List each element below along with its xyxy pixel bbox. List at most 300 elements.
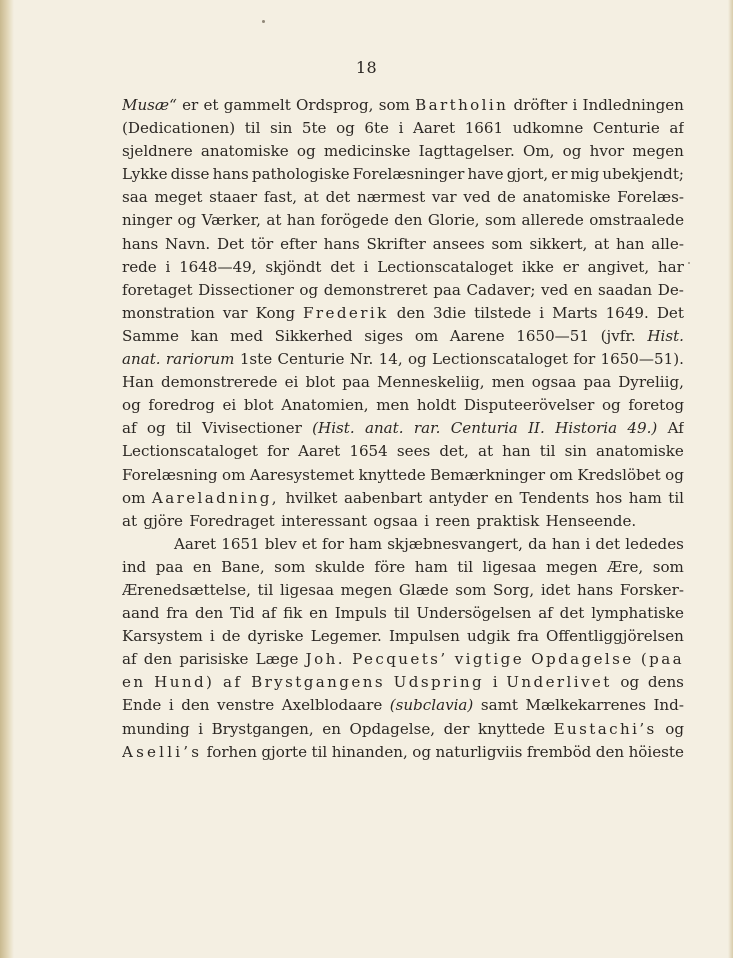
word: angivet, bbox=[587, 257, 650, 276]
word: den bbox=[595, 742, 625, 761]
word: Centurie bbox=[277, 350, 345, 369]
word: Ærenedsættelse, bbox=[122, 580, 251, 599]
word: 5te bbox=[301, 119, 327, 138]
text-line bbox=[122, 325, 684, 348]
word: til bbox=[393, 604, 410, 623]
word: Sorg, bbox=[493, 580, 535, 599]
text-line bbox=[122, 279, 684, 302]
word: i bbox=[168, 696, 174, 715]
word: sees bbox=[396, 442, 431, 461]
word: Axelblodaare bbox=[281, 696, 383, 715]
word: den bbox=[181, 696, 210, 715]
word: Aaresystemet bbox=[249, 465, 355, 484]
text-line bbox=[122, 487, 684, 510]
word: meget bbox=[154, 188, 203, 207]
word: megen bbox=[546, 557, 598, 576]
word: Historia bbox=[555, 419, 618, 438]
word: (paa bbox=[640, 650, 684, 669]
word: sin bbox=[564, 442, 587, 461]
word: Forelæsninger bbox=[352, 165, 465, 184]
word: blev bbox=[264, 534, 297, 553]
word: Nr. bbox=[349, 350, 374, 369]
word: ligesaa bbox=[279, 580, 334, 599]
word: forhen bbox=[206, 742, 257, 761]
word: (subclavia) bbox=[389, 696, 474, 715]
word: de bbox=[221, 627, 241, 646]
word: megen bbox=[632, 142, 684, 161]
word: venstre bbox=[217, 696, 275, 715]
word: nærmest bbox=[356, 188, 426, 207]
word: vigtige bbox=[454, 650, 525, 669]
text-line bbox=[122, 394, 684, 417]
word: i bbox=[209, 627, 215, 646]
word: Navn. bbox=[164, 234, 211, 253]
word: og bbox=[336, 119, 355, 138]
word: lymphatiske bbox=[591, 604, 684, 623]
word: 1650—51 bbox=[516, 326, 589, 345]
word: af bbox=[538, 604, 553, 623]
word: dröfter bbox=[513, 96, 568, 114]
word: foretaget bbox=[122, 280, 193, 299]
text-line bbox=[122, 117, 684, 140]
word: mig bbox=[570, 165, 600, 184]
word: i bbox=[572, 96, 578, 114]
text-line bbox=[122, 440, 684, 463]
word: hans bbox=[122, 234, 159, 253]
word: hvilket bbox=[285, 488, 338, 507]
word: Sikkerhed bbox=[274, 326, 353, 345]
word: den bbox=[396, 303, 426, 322]
word: gjorte bbox=[261, 742, 308, 761]
word: Foredraget bbox=[189, 511, 275, 530]
word: den bbox=[143, 650, 173, 669]
word: blot bbox=[243, 396, 274, 415]
word: Tendents bbox=[519, 488, 590, 507]
word: 1649. bbox=[605, 303, 649, 322]
word: Glorie, bbox=[427, 211, 480, 230]
text-line bbox=[122, 625, 684, 648]
word: som bbox=[484, 211, 517, 230]
word: siges bbox=[364, 326, 404, 345]
word: ansees bbox=[432, 234, 485, 253]
word: Vivisectioner bbox=[202, 419, 302, 438]
word: hans bbox=[576, 580, 614, 599]
word: han bbox=[616, 234, 645, 253]
word: Henseende. bbox=[545, 511, 637, 530]
word: et bbox=[203, 96, 219, 114]
word: idet bbox=[540, 580, 571, 599]
word: i bbox=[539, 303, 545, 322]
word: knyttede bbox=[358, 465, 426, 484]
word: og bbox=[620, 673, 640, 692]
word: i bbox=[585, 534, 591, 553]
text-line bbox=[122, 694, 684, 717]
word: at bbox=[477, 442, 494, 461]
word: gjöre bbox=[143, 511, 183, 530]
text-line bbox=[122, 186, 684, 209]
word: efter bbox=[280, 234, 317, 253]
word: Lectionscataloget bbox=[122, 442, 258, 461]
word: Eustachi’s bbox=[553, 719, 657, 738]
text-line bbox=[122, 256, 684, 279]
text-line bbox=[122, 302, 684, 325]
word: udkomne bbox=[512, 119, 584, 138]
word: Lykke bbox=[122, 165, 168, 184]
word: hos bbox=[595, 488, 623, 507]
text-line bbox=[122, 417, 684, 440]
word: 1661 bbox=[464, 119, 504, 138]
word: interessant bbox=[281, 511, 368, 530]
word: som bbox=[274, 557, 306, 576]
word: 3die bbox=[433, 303, 467, 322]
word: reen bbox=[435, 511, 471, 530]
text-line bbox=[122, 464, 684, 487]
word: Brystgangens bbox=[251, 673, 385, 692]
word: monstration bbox=[122, 303, 215, 322]
text-line bbox=[122, 348, 684, 371]
word: i bbox=[363, 257, 369, 276]
word: aabenbart bbox=[344, 488, 423, 507]
word: fik bbox=[283, 604, 303, 623]
word: De- bbox=[657, 280, 684, 299]
word: anat. bbox=[364, 419, 404, 438]
word: som bbox=[378, 96, 410, 114]
word: at bbox=[266, 211, 282, 230]
text-line bbox=[122, 648, 684, 671]
word: Bemærkninger bbox=[430, 465, 546, 484]
word: men bbox=[491, 373, 525, 392]
word: og bbox=[299, 280, 319, 299]
word: hinanden, bbox=[331, 742, 408, 761]
word: det bbox=[330, 257, 355, 276]
word: alle- bbox=[651, 234, 684, 253]
word: Indledningen bbox=[582, 96, 684, 114]
word: Af bbox=[667, 419, 684, 438]
word: anat. bbox=[122, 350, 161, 369]
word: og bbox=[412, 742, 431, 761]
word: den bbox=[394, 211, 423, 230]
word: paa bbox=[583, 373, 612, 392]
word: antyder bbox=[428, 488, 488, 507]
word: (Hist. bbox=[312, 419, 355, 438]
text-line bbox=[122, 371, 684, 394]
word: og bbox=[177, 211, 197, 230]
word: paa bbox=[433, 280, 461, 299]
word: Opdagelse bbox=[531, 650, 634, 669]
word: paa bbox=[342, 373, 370, 392]
page-edge-left bbox=[0, 0, 14, 958]
word: Aareladning, bbox=[151, 488, 279, 507]
word: Mælkekarrenes bbox=[525, 696, 646, 715]
word: allerede bbox=[521, 211, 584, 230]
word: af bbox=[669, 119, 684, 138]
word: Forelæs- bbox=[617, 188, 684, 207]
word: Centurie bbox=[592, 119, 660, 138]
word: Udspring bbox=[393, 673, 485, 692]
word: det bbox=[559, 604, 585, 623]
word: var bbox=[431, 188, 457, 207]
word: om bbox=[122, 488, 146, 507]
word: Ordsprog, bbox=[296, 96, 374, 114]
text-line bbox=[122, 671, 684, 694]
word: Opdagelse, bbox=[349, 719, 436, 738]
word: Legemer. bbox=[310, 627, 382, 646]
word: den bbox=[194, 604, 224, 623]
word: fremböd bbox=[526, 742, 592, 761]
word: en bbox=[494, 488, 514, 507]
word: i bbox=[398, 119, 404, 138]
word: II. bbox=[528, 419, 545, 438]
word: ei bbox=[284, 373, 299, 392]
word: (jvfr. bbox=[600, 326, 636, 345]
word: og bbox=[122, 396, 141, 415]
word: om bbox=[222, 465, 246, 484]
word: er bbox=[182, 96, 199, 114]
word: og bbox=[146, 419, 166, 438]
word: Aaret bbox=[298, 442, 341, 461]
word: for bbox=[322, 534, 344, 553]
word: har bbox=[657, 257, 684, 276]
word: en bbox=[309, 604, 328, 623]
word: og bbox=[562, 142, 582, 161]
word: ved bbox=[463, 188, 491, 207]
word: Cadaver; bbox=[466, 280, 536, 299]
text-line bbox=[122, 233, 684, 256]
word: dyriske bbox=[247, 627, 304, 646]
word: lededes bbox=[625, 534, 684, 553]
word: Karsystem bbox=[122, 627, 203, 646]
word: omstraalede bbox=[589, 211, 684, 230]
text-line bbox=[122, 718, 684, 741]
word: paa bbox=[155, 557, 184, 576]
word: gjort, bbox=[506, 165, 549, 184]
word: Aaret bbox=[412, 119, 456, 138]
word: og bbox=[407, 350, 427, 369]
word: dens bbox=[647, 673, 684, 692]
word: Det bbox=[656, 303, 684, 322]
text-line bbox=[122, 556, 684, 579]
word: ham bbox=[349, 534, 383, 553]
word: tilstede bbox=[474, 303, 532, 322]
word: disse bbox=[170, 165, 210, 184]
word: höieste bbox=[628, 742, 684, 761]
word: Værker, bbox=[201, 211, 261, 230]
word: Brystgangen, bbox=[211, 719, 314, 738]
text-line bbox=[122, 533, 684, 556]
word: Aarene bbox=[449, 326, 505, 345]
word: ham bbox=[628, 488, 662, 507]
word: foredrog bbox=[148, 396, 215, 415]
word: i bbox=[424, 511, 430, 530]
word: Ind- bbox=[653, 696, 684, 715]
word: Forelæsning bbox=[122, 465, 218, 484]
word: ligesaa bbox=[482, 557, 537, 576]
word: og bbox=[665, 719, 684, 738]
word: det bbox=[325, 188, 351, 207]
word: i bbox=[165, 257, 171, 276]
word: fast, bbox=[263, 188, 298, 207]
text-line bbox=[122, 140, 684, 163]
word: Ende bbox=[122, 696, 162, 715]
word: saa bbox=[122, 188, 148, 207]
word: blot bbox=[305, 373, 336, 392]
word: hvor bbox=[589, 142, 625, 161]
word: Om, bbox=[522, 142, 555, 161]
word: anatomiske bbox=[596, 442, 684, 461]
word: Hund) bbox=[154, 673, 215, 692]
word: Undersögelsen bbox=[416, 604, 532, 623]
word: er bbox=[562, 257, 579, 276]
word: 49.) bbox=[627, 419, 658, 438]
word: en bbox=[192, 557, 212, 576]
word: staaer bbox=[209, 188, 258, 207]
word: Impuls bbox=[334, 604, 387, 623]
word: Han bbox=[122, 373, 154, 392]
word: Centuria bbox=[450, 419, 518, 438]
word: skulde bbox=[314, 557, 365, 576]
word: og bbox=[601, 396, 621, 415]
word: kan bbox=[190, 326, 219, 345]
word: udgik bbox=[466, 627, 510, 646]
word: ogsaa bbox=[531, 373, 577, 392]
word: Kredslöbet bbox=[577, 465, 661, 484]
word: 1651 bbox=[221, 534, 260, 553]
page-number: 18 bbox=[355, 58, 378, 77]
word: og bbox=[296, 142, 316, 161]
word: ubekjendt; bbox=[602, 165, 684, 184]
word: rariorum bbox=[165, 350, 235, 369]
word: af bbox=[122, 650, 137, 669]
word: han bbox=[286, 211, 316, 230]
word: som bbox=[455, 580, 487, 599]
word: Impulsen bbox=[388, 627, 460, 646]
word: Frederik bbox=[303, 303, 389, 322]
word: (Dedicationen) bbox=[122, 119, 236, 138]
word: knyttede bbox=[477, 719, 546, 738]
word: Hist. bbox=[647, 326, 684, 345]
word: Kong bbox=[255, 303, 296, 322]
word: pathologiske bbox=[251, 165, 350, 184]
word: Anatomien, bbox=[281, 396, 369, 415]
word: anatomiske bbox=[200, 142, 289, 161]
word: om bbox=[414, 326, 439, 345]
word: rede bbox=[122, 257, 157, 276]
word: have bbox=[467, 165, 504, 184]
page-edge-right bbox=[728, 0, 733, 958]
word: men bbox=[376, 396, 410, 415]
word: er bbox=[551, 165, 568, 184]
word: han bbox=[551, 534, 581, 553]
word: naturligviis bbox=[435, 742, 523, 761]
word: rar. bbox=[413, 419, 441, 438]
word: til bbox=[175, 419, 192, 438]
word: demonstrerede bbox=[161, 373, 278, 392]
word: ninger bbox=[122, 211, 173, 230]
word: de bbox=[497, 188, 516, 207]
word: Læge bbox=[255, 650, 299, 669]
text-line bbox=[122, 741, 684, 764]
word: for bbox=[573, 350, 596, 369]
word: for bbox=[267, 442, 289, 461]
word: Pecquets’ bbox=[352, 650, 448, 669]
word: Tid bbox=[230, 604, 255, 623]
word: som bbox=[652, 557, 684, 576]
word: ogsaa bbox=[373, 511, 418, 530]
word: der bbox=[443, 719, 470, 738]
word: 1654 bbox=[349, 442, 388, 461]
word: det, bbox=[439, 442, 469, 461]
word: til bbox=[539, 442, 556, 461]
word: munding bbox=[122, 719, 190, 738]
word: tör bbox=[250, 234, 274, 253]
word: en bbox=[322, 719, 341, 738]
word: i bbox=[492, 673, 498, 692]
word: og bbox=[665, 465, 684, 484]
word: saadan bbox=[598, 280, 653, 299]
word: sin bbox=[270, 119, 293, 138]
word: ikke bbox=[521, 257, 554, 276]
word: Aselli’s bbox=[122, 742, 203, 761]
word: hans bbox=[323, 234, 360, 253]
word: före bbox=[374, 557, 406, 576]
word: 1ste bbox=[239, 350, 273, 369]
word: Samme bbox=[122, 326, 179, 345]
word: i bbox=[198, 719, 204, 738]
word: Aaret bbox=[174, 534, 217, 553]
word: Ære, bbox=[607, 557, 644, 576]
text-line bbox=[122, 602, 684, 625]
word: sikkert, bbox=[529, 234, 588, 253]
word: at bbox=[594, 234, 610, 253]
word: hans bbox=[212, 165, 249, 184]
word: til bbox=[257, 580, 274, 599]
word: foretog bbox=[628, 396, 684, 415]
word: medicinske bbox=[323, 142, 411, 161]
word: praktisk bbox=[476, 511, 540, 530]
word: Det bbox=[217, 234, 245, 253]
word: Glæde bbox=[398, 580, 449, 599]
word: fra bbox=[517, 627, 539, 646]
word: var bbox=[222, 303, 248, 322]
word: forögede bbox=[320, 211, 389, 230]
word: skjæbnesvangert, bbox=[387, 534, 523, 553]
word: til bbox=[457, 557, 474, 576]
word: sjeldnere bbox=[122, 142, 193, 161]
word: ham bbox=[414, 557, 448, 576]
word: det bbox=[595, 534, 621, 553]
word: et bbox=[301, 534, 317, 553]
word: af bbox=[122, 419, 137, 438]
word: 6te bbox=[364, 119, 389, 138]
word: Dyreliig, bbox=[618, 373, 684, 392]
word: anatomiske bbox=[522, 188, 611, 207]
word: demonstreret bbox=[323, 280, 428, 299]
word: holdt bbox=[416, 396, 457, 415]
text-line bbox=[122, 163, 684, 186]
word: Iagttagelser. bbox=[418, 142, 515, 161]
word: Musæ“ bbox=[122, 96, 177, 114]
word: som bbox=[491, 234, 523, 253]
word: ei bbox=[222, 396, 237, 415]
word: om bbox=[549, 465, 573, 484]
word: ved bbox=[541, 280, 569, 299]
word: da bbox=[528, 534, 547, 553]
word: at bbox=[303, 188, 319, 207]
word: Marts bbox=[552, 303, 598, 322]
word: Skrifter bbox=[366, 234, 426, 253]
word: Disputeerövelser bbox=[463, 396, 595, 415]
word: megen bbox=[340, 580, 393, 599]
